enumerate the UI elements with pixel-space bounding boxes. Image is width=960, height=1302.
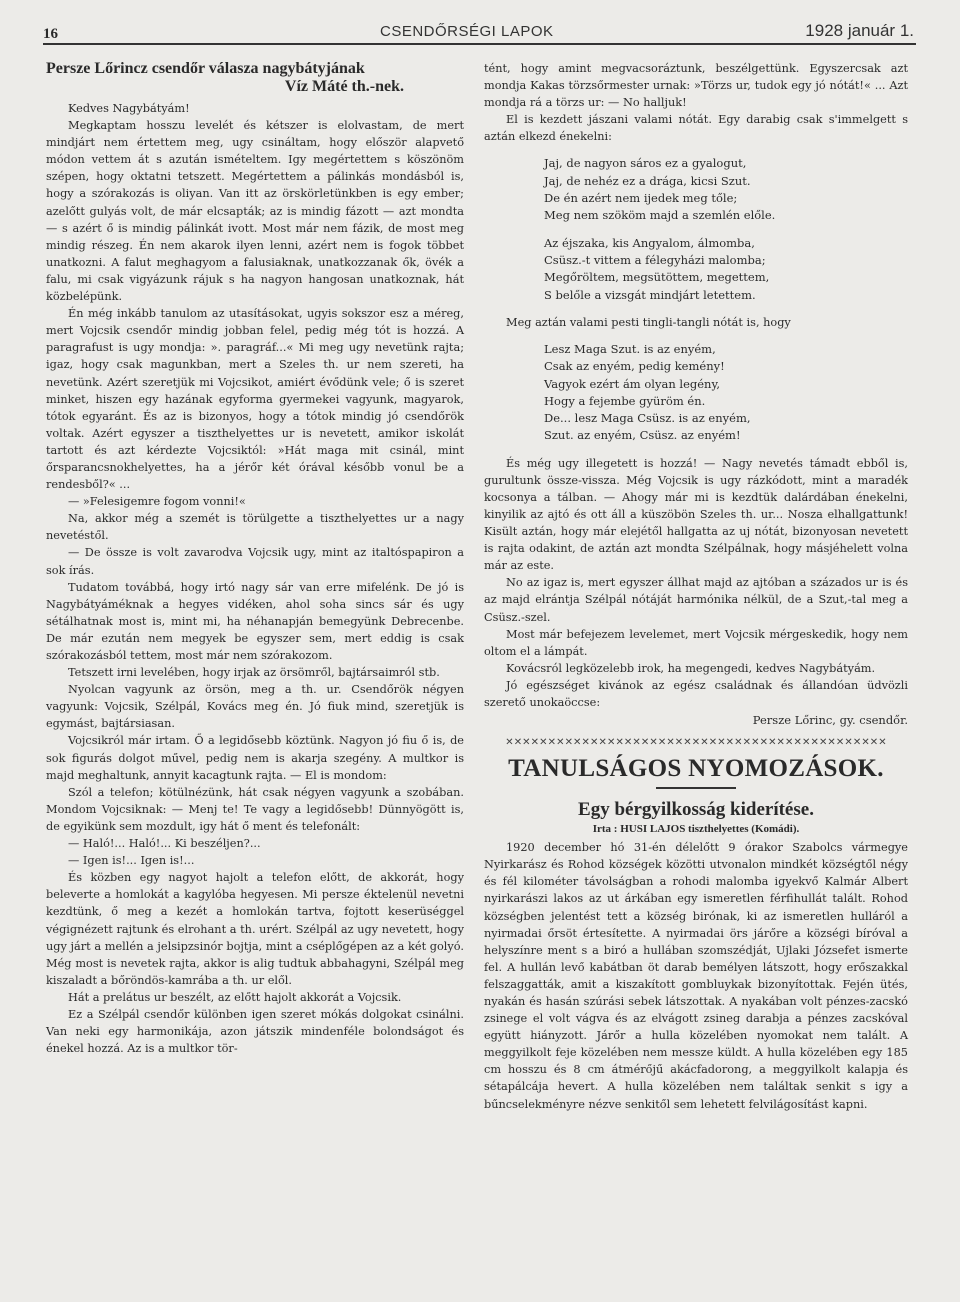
paragraph: Szól a telefon; kötülnézünk, hát csak négyen vagyunk a szobában. Mondom Vojcsiknak: — Menj te! Te vagy a legidősebb! Dünnyögött is, de egyikünk sem mozdult, igy hát ő ment és telefonált: bbox=[46, 785, 464, 833]
section-title: TANULSÁGOS NYOMOZÁSOK. bbox=[508, 755, 884, 783]
right-column bbox=[484, 60, 908, 1113]
paragraph: Én még inkább tanulom az utasításokat, ugyis sokszor esz a méreg, mert Vojcsik csendőr mindig jobban felel, pedig még tót is hozzá. A paragrafust is ugy mondja: ». paragráf...« Mi meg ugy nevetünk rajta; igaz, hogy csak magunkban, mert a Szeles th. ur nem szereti, ha nevetünk. Azért szeretjük mi Vojcsikot, amiért évődünk vele; ő is szeret minket, hiszen egy hazának egyforma gyermekei vagyunk, magyarok, tótok egyaránt. És az is bizonyos, hogy a tótok mindig jó csendőrök voltak. Azért egyszer a tiszthelyettes ur is nevetett, amikor iskolát tartott és azt kérdezte Vojcsiktól: »Hát maga mit csinál, mint őrsparancsnokhelyettes, ha a jérőr két órával később vonul be a rendesből?« ... bbox=[46, 307, 464, 492]
paragraph: Kedves Nagybátyám! bbox=[68, 102, 190, 115]
letter-title-line1: Persze Lőrincz csendőr válasza nagybátyjának bbox=[46, 60, 365, 77]
paragraph: Kovácsról legközelebb irok, ha megengedi, kedves Nagybátyám. bbox=[506, 661, 876, 675]
paragraph: És még ugy illegetett is hozzá! — Nagy nevetés támadt ebből is, gurultunk össze-vissza. Még Vojcsik is ugy rázkódott, mint a maradék kocsonya a tálban. — Ahogy már mi is kezdtük dalárdában énekelni, kinyilik az ajtó és ott áll a küszöbön Szeles th. ur... Nosza elhallgattunk! Kisült aztán, hogy már elejétől hallgatta az uj nótát, bizonyosan nevetett is rajta odakint, de aztán azt mondta Szélpálnak, hogy másjéhelett volna már az este. bbox=[484, 456, 908, 573]
letter-ending bbox=[484, 455, 908, 711]
paragraph: Vojcsikról már irtam. Ő a legidősebb köztünk. Nagyon jó fiu ő is, de sok figurás dolgot művel, pedig nem is akarja szegény. A multkor is majd meghaltunk, annyit kacagtunk rajta. — El is mondom: bbox=[46, 734, 464, 782]
left-column bbox=[46, 60, 464, 1057]
letter-title-line2: Víz Máté th.-nek. bbox=[284, 78, 404, 95]
verse-line: Szut. az enyém, Csüsz. az enyém! bbox=[544, 428, 741, 443]
verse-line: Az éjszaka, kis Angyalom, álmomba, bbox=[544, 235, 755, 250]
paragraph: — »Felesigemre fogom vonni!« bbox=[68, 495, 246, 509]
paragraph: — De össze is volt zavarodva Vojcsik ugy, mint az italtóspapiron a sok írás. bbox=[46, 546, 464, 577]
paragraph: tént, hogy amint megvacsoráztunk, beszélgettünk. Egyszercsak azt mondja Kakas törzsőrmester urnak: »Törzs ur, tudok egy jó nótát!« ... Azt mondja rá a törzs ur: — No halljuk! bbox=[484, 62, 908, 110]
verse-line: Jaj, de nagyon sáros ez a gyalogut, bbox=[544, 156, 747, 171]
paragraph: Ez a Szélpál csendőr különben igen szeret mókás dolgokat csinálni. Van neki egy harmonikája, azon játszik mindenféle bolondságot és énekel hozzá. Az is a multkor tör- bbox=[46, 1007, 464, 1056]
paragraph: Tudatom továbbá, hogy irtó nagy sár van erre mifelénk. De jó is Nagybátyáméknak a hegyes vidéken, ahol soha sincs sár és ugy sétálhatnak most is, mint mi, ha néhanapján bemegyünk Debrecenbe. De már ezután nem megyek be egyszer sem, mert eddig is csak szórakozásból tettem, most már nem szórakozom. bbox=[46, 580, 464, 662]
paragraph: Most már befejezem levelemet, mert Vojcsik mérgeskedik, hogy nem oltom el a lámpát. bbox=[484, 627, 908, 658]
verse-line: De én azért nem ijedek meg tőle; bbox=[544, 191, 738, 206]
verse-line: De... lesz Maga Csüsz. is az enyém, bbox=[544, 411, 751, 426]
paragraph: El is kezdett jászani valami nótát. Egy darabig csak s'immelgett s aztán elkezd énekelni: bbox=[484, 113, 908, 144]
page-number: 16 bbox=[43, 26, 58, 42]
letter-body bbox=[46, 100, 464, 1057]
verse-line: Csüsz.-t vittem a félegyházi malomba; bbox=[544, 252, 766, 267]
letter-signature: Persze Lőrinc, gy. csendőr. bbox=[752, 713, 908, 728]
verse-line: Csak az enyém, pedig kemény! bbox=[544, 359, 725, 374]
ornament-divider: ✕✕✕✕✕✕✕✕✕✕✕✕✕✕✕✕✕✕✕✕✕✕✕✕✕✕✕✕✕✕✕✕✕✕✕✕✕✕✕✕✕✕✕✕✕ bbox=[505, 737, 887, 749]
verse-line: Megőröltem, megsütöttem, megettem, bbox=[544, 270, 770, 285]
verse-line: Jaj, de nehéz ez a drága, kicsi Szut. bbox=[544, 173, 751, 188]
header-rule bbox=[43, 43, 916, 45]
song-intro: Meg aztán valami pesti tingli-tangli nótát is, hogy bbox=[506, 315, 791, 329]
issue-date: 1928 január 1. bbox=[805, 21, 914, 40]
paragraph: — Haló!... Haló!... Ki beszéljen?... bbox=[68, 837, 261, 851]
letter-continuation bbox=[484, 60, 908, 145]
paragraph: 1920 december hó 31-én délelőtt 9 órakor Szabolcs vármegye Nyirkarász és Rohod községek közötti utvonalon mindkét községtől négy és fél kilométer távolságban a rohodi malomba igyekvő Kalmár Albert nyirkarászi lakos az ut árkában egy ismeretlen férfihullát talált. Rohod községben jelentést tett a község birónak, ki az ismeretlen hulláról a nyirmadai őrsöt értesítette. A nyirmadai örs járőre a községi bíróval a helyszínre ment s a biró a hullában szomszédját, Ujlaki Józsefet ismerte fel. A hullán levő kabátban öt darab bemélyen látszott, hogy erőszakkal felszaggatták, amit a kiszakított gombluykak bizonyítottak. Fején ütés, nyakán és hasán szúrási sebek látszottak. A nyakában volt pénzes-zacskó zsinege el volt vágva és az elvágott zsineg darabja a pénzes zacskóval együtt hiányzott. Járőr a hulla közelében nyomokat nem talált. A meggyilkolt feje közelében nem messze küldt. A hulla közelében egy 185 cm hosszu és 8 cm átmérőjű akácfadorong, a meggyilkolt kalapja és sétapálcája hevert. A hulla közelében nem találtak senkit s igy a bűncselekményre nézve senkitől sem lehetett felvilágosítást kapni. bbox=[484, 841, 908, 1111]
title-rule bbox=[656, 787, 736, 789]
paragraph: No az igaz is, mert egyszer állhat majd az ajtóban a százados ur is és az majd elrántja Szélpál nótáját harmónika nélkül, de a Szut,-tal meg a Csüsz.-szel. bbox=[484, 576, 908, 624]
paragraph: Hát a prelátus ur beszélt, az előtt hajolt akkorát a Vojcsik. bbox=[68, 990, 402, 1004]
song-verse-2 bbox=[544, 235, 908, 304]
article-title: Egy bérgyilkosság kiderítése. bbox=[578, 799, 814, 821]
verse-line: Meg nem szököm majd a szemlén előle. bbox=[544, 208, 776, 223]
paragraph: És közben egy nagyot hajolt a telefon előtt, de akkorát, hogy beleverte a homlokát a kagylóba hegyesen. Mi persze éktelenül nevetni kezdtünk, ő meg a kezét a homlokán tartva, fojtott keserüséggel végignézett rajtunk és elrohant a th. urért. Szélpál az ugy nevetett, hogy ugy járt a mellén a jelsipzsinór bojtja, mint a cséplőgépen az a két golyó. Még most is nevetek rajta, akkor is alig tudtuk abbahagyni, Szélpál meg kiszaladt a bőröndös-kamrába a th. ur elől. bbox=[46, 871, 464, 987]
verse-line: S belőle a vizsgát mindjárt letettem. bbox=[544, 287, 756, 302]
paragraph: — Igen is!... Igen is!... bbox=[68, 854, 195, 868]
paragraph: Nyolcan vagyunk az örsön, meg a th. ur. Csendőrök négyen vagyunk: Vojcsik, Szélpál, Kovács meg én. Jó fiuk mind, szeretjük is egymást, bajtársiasan. bbox=[46, 683, 464, 731]
song-verse-1 bbox=[544, 155, 908, 224]
letter-title bbox=[46, 60, 464, 96]
publication-title: CSENDŐRSÉGI LAPOK bbox=[380, 23, 554, 40]
article-body bbox=[484, 839, 908, 1113]
paragraph: Megkaptam hosszu levelét és kétszer is elolvastam, de mert mindjárt nem értettem meg, ugy csináltam, hogy először alapvető módon vettem át s azután ismételtem. Igy megértettem s köszönöm szépen, hogy oktatni tetszett. Megértettem a pálinkás mondásból is, hogy a szórakozás is oliyan. Van itt az örskörletünkben is egy ember; azelőtt gulyás volt, de már elcsapták; az is mindig fázott — azt mondta — s azért ő is mindig pálinkát ivott. Most már nem fázik, de most meg mindig részeg. Én nem akarok ilyen lenni, azért nem is fogok többet unatkozni. A falut meghagyom a falusiaknak, unatkozzanak ők, övék a falu, mi csak vigyázunk rájuk s ha nagyon hangosan unatkoznak, hát közbelépünk. bbox=[46, 119, 464, 304]
verse-line: Lesz Maga Szut. is az enyém, bbox=[544, 341, 716, 356]
verse-line: Hogy a fejembe gyüröm én. bbox=[544, 393, 706, 408]
paragraph: Tetszett irni levelében, hogy irjak az örsömről, bajtársaimról stb. bbox=[68, 666, 440, 680]
paragraph: Na, akkor még a szemét is törülgette a tiszthelyettes ur a nagy nevetéstől. bbox=[46, 512, 464, 543]
paragraph: Jó egészséget kivánok az egész családnak és állandóan üdvözli szerető unokaöccse: bbox=[484, 678, 908, 710]
article-byline: Irta : HUSI LAJOS tiszthelyettes (Komádi). bbox=[592, 823, 800, 836]
verse-line: Vagyok ezért ám olyan legény, bbox=[544, 376, 721, 391]
song-verse-3 bbox=[544, 341, 908, 445]
